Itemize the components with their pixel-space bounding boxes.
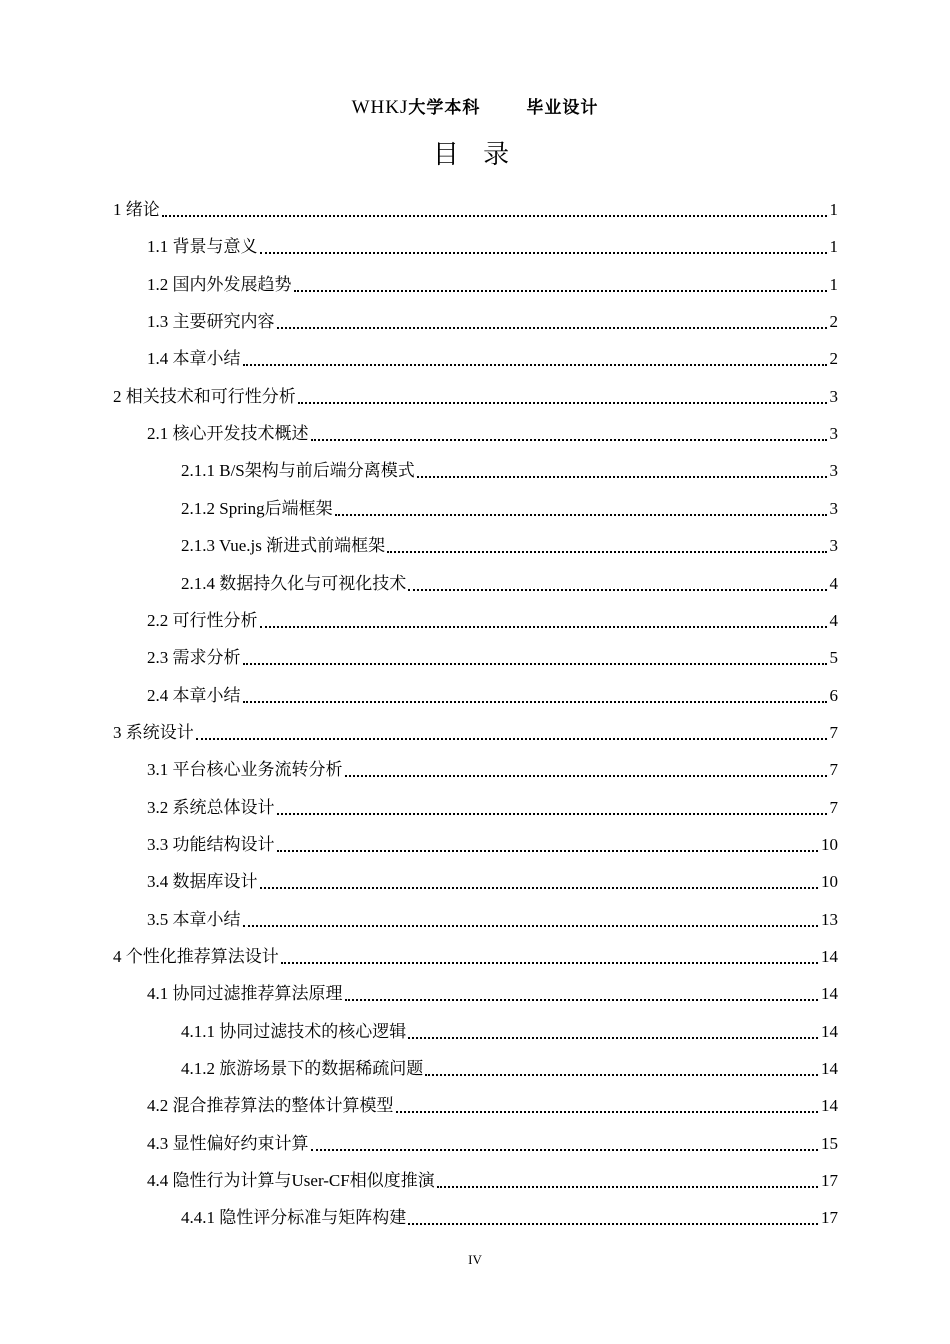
toc-entry[interactable]	[147, 867, 838, 897]
toc-dot-leader	[243, 662, 827, 665]
toc-entry[interactable]	[147, 905, 838, 935]
toc-entry[interactable]	[147, 606, 838, 636]
toc-entry-label: 2.4 本章小结	[147, 686, 241, 705]
toc-dot-leader	[345, 774, 827, 777]
toc-dot-leader	[408, 1222, 818, 1225]
toc-entry-page: 7	[829, 723, 838, 742]
toc-entry[interactable]	[147, 979, 838, 1009]
toc-entry-page: 1	[829, 237, 838, 256]
toc-dot-leader	[260, 251, 827, 254]
toc-dot-leader	[281, 961, 818, 964]
toc-entry-page: 3	[829, 499, 838, 518]
toc-entry-label: 2.1.3 Vue.js 渐进式前端框架	[181, 536, 386, 555]
toc-entry-label: 2.2 可行性分析	[147, 611, 258, 630]
toc-entry-label: 3.2 系统总体设计	[147, 798, 275, 817]
toc-entry[interactable]	[147, 1091, 838, 1121]
toc-entry[interactable]	[147, 232, 838, 262]
toc-entry[interactable]	[147, 830, 838, 860]
toc-dot-leader	[408, 1036, 818, 1039]
page-number: IV	[468, 1252, 482, 1267]
toc-entry-page: 7	[829, 760, 838, 779]
page-header	[0, 93, 950, 119]
toc-entry-label: 1.3 主要研究内容	[147, 312, 275, 331]
toc-dot-leader	[277, 812, 827, 815]
toc-entry-page: 3	[829, 461, 838, 480]
toc-entry[interactable]	[181, 1203, 838, 1233]
toc-entry-page: 14	[821, 1022, 838, 1041]
toc-entry[interactable]	[181, 531, 838, 561]
toc-entry-page: 3	[829, 424, 838, 443]
toc-entry-label: 4.2 混合推荐算法的整体计算模型	[147, 1096, 394, 1115]
header-school-cn: 大学本科	[408, 98, 481, 118]
toc-entry-page: 14	[821, 1059, 838, 1078]
toc-entry-label: 2.1.4 数据持久化与可视化技术	[181, 574, 407, 593]
toc-entry-label: 2 相关技术和可行性分析	[113, 387, 296, 406]
toc-entry[interactable]	[147, 643, 838, 673]
toc-entry-label: 1.2 国内外发展趋势	[147, 275, 292, 294]
toc-entry[interactable]	[113, 718, 838, 748]
toc-entry[interactable]	[147, 793, 838, 823]
toc-dot-leader	[260, 625, 827, 628]
toc-entry-label: 2.1.1 B/S架构与前后端分离模式	[181, 461, 415, 480]
toc-entry-label: 1.4 本章小结	[147, 349, 241, 368]
toc-entry[interactable]	[181, 1017, 838, 1047]
toc-dot-leader	[243, 924, 819, 927]
toc-entry[interactable]	[147, 681, 838, 711]
toc-entry-label: 3.5 本章小结	[147, 910, 241, 929]
toc-dot-leader	[311, 438, 827, 441]
toc-entry[interactable]	[147, 755, 838, 785]
toc-entry-page: 15	[821, 1134, 838, 1153]
toc-entry-page: 4	[829, 611, 838, 630]
toc-entry-page: 6	[829, 686, 838, 705]
toc-entry[interactable]	[147, 344, 838, 374]
toc-dot-leader	[345, 998, 819, 1001]
toc-dot-leader	[298, 401, 827, 404]
toc-dot-leader	[417, 475, 827, 478]
toc-dot-leader	[294, 289, 827, 292]
toc-dot-leader	[243, 700, 827, 703]
toc-entry-page: 1	[829, 200, 838, 219]
toc-entry-label: 2.3 需求分析	[147, 648, 241, 667]
toc-entry[interactable]	[113, 195, 838, 225]
toc-entry-label: 4.3 显性偏好约束计算	[147, 1134, 309, 1153]
toc-dot-leader	[196, 737, 827, 740]
toc-entry-page: 10	[821, 872, 838, 891]
toc-entry-page: 17	[821, 1208, 838, 1227]
toc-entry[interactable]	[181, 569, 838, 599]
toc-entry-page: 3	[829, 387, 838, 406]
toc-entry[interactable]	[113, 942, 838, 972]
toc-entry-label: 3.1 平台核心业务流转分析	[147, 760, 343, 779]
toc-entry[interactable]	[181, 1054, 838, 1084]
toc-entry-page: 14	[821, 947, 838, 966]
toc-entry-label: 3.4 数据库设计	[147, 872, 258, 891]
toc-dot-leader	[335, 513, 827, 516]
toc-entry[interactable]	[113, 382, 838, 412]
toc-dot-leader	[260, 886, 819, 889]
toc-dot-leader	[396, 1110, 819, 1113]
toc-entry-page: 13	[821, 910, 838, 929]
toc-dot-leader	[425, 1073, 818, 1076]
toc-entry[interactable]	[181, 494, 838, 524]
toc-entry-label: 2.1.2 Spring后端框架	[181, 499, 333, 518]
toc-dot-leader	[277, 849, 819, 852]
toc-entry-label: 1.1 背景与意义	[147, 237, 258, 256]
toc-entry-label: 3 系统设计	[113, 723, 194, 742]
header-design: 毕业设计	[526, 98, 599, 118]
toc-dot-leader	[277, 326, 827, 329]
toc-entry-label: 4 个性化推荐算法设计	[113, 947, 279, 966]
toc-entry-page: 3	[829, 536, 838, 555]
toc-dot-leader	[437, 1185, 818, 1188]
toc-entry-page: 4	[829, 574, 838, 593]
toc-entry[interactable]	[147, 419, 838, 449]
toc-entry-label: 2.1 核心开发技术概述	[147, 424, 309, 443]
toc-entry[interactable]	[181, 456, 838, 486]
toc-entry[interactable]	[147, 1129, 838, 1159]
toc-title: 目 录	[432, 140, 518, 170]
toc-entry[interactable]	[147, 1166, 838, 1196]
toc-entry[interactable]	[147, 307, 838, 337]
toc-dot-leader	[408, 588, 826, 591]
toc-entry-label: 4.1 协同过滤推荐算法原理	[147, 984, 343, 1003]
toc-entry-page: 14	[821, 1096, 838, 1115]
toc-dot-leader	[387, 550, 826, 553]
toc-entry-label: 4.4.1 隐性评分标准与矩阵构建	[181, 1208, 407, 1227]
toc-entry-page: 1	[829, 275, 838, 294]
toc-entry-label: 3.3 功能结构设计	[147, 835, 275, 854]
toc-entry-page: 2	[829, 312, 838, 331]
toc-entry-label: 4.1.2 旅游场景下的数据稀疏问题	[181, 1059, 424, 1078]
toc-entry-page: 2	[829, 349, 838, 368]
toc-entry-page: 7	[829, 798, 838, 817]
toc-dot-leader	[311, 1148, 819, 1151]
toc-entry-page: 14	[821, 984, 838, 1003]
toc-dot-leader	[243, 363, 827, 366]
toc-entry-label: 4.4 隐性行为计算与User-CF相似度推演	[147, 1171, 435, 1190]
toc-entry-page: 10	[821, 835, 838, 854]
toc-entry-page: 5	[829, 648, 838, 667]
toc-entry[interactable]	[147, 270, 838, 300]
toc-entry-label: 1 绪论	[113, 200, 160, 219]
toc-dot-leader	[162, 214, 827, 217]
toc-entry-label: 4.1.1 协同过滤技术的核心逻辑	[181, 1022, 407, 1041]
header-school: WHKJ	[351, 97, 409, 118]
toc-entry-page: 17	[821, 1171, 838, 1190]
